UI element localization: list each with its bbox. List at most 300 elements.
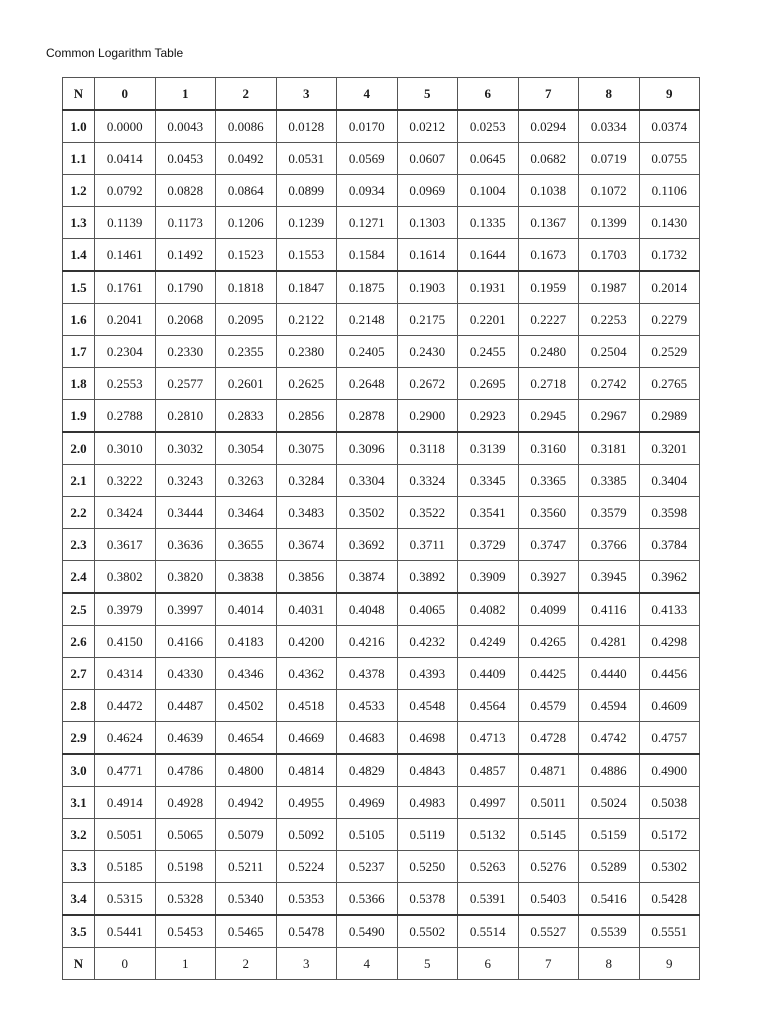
log-value-cell: 0.4742	[579, 722, 640, 755]
log-value-cell: 0.4594	[579, 690, 640, 722]
log-value-cell: 0.5340	[216, 883, 277, 916]
log-value-cell: 0.0170	[337, 110, 398, 143]
table-row	[63, 915, 700, 948]
log-value-cell: 0.4281	[579, 626, 640, 658]
log-value-cell: 0.0682	[518, 143, 579, 175]
row-label-cell: 1.0	[63, 110, 95, 143]
footer-cell: 2	[216, 948, 277, 980]
log-value-cell: 0.3838	[216, 561, 277, 594]
footer-cell: 1	[155, 948, 216, 980]
table-row	[63, 271, 700, 304]
row-label-cell: 2.2	[63, 497, 95, 529]
footer-cell: 8	[579, 948, 640, 980]
log-value-cell: 0.4082	[458, 593, 519, 626]
log-value-cell: 0.5551	[639, 915, 700, 948]
row-label-cell: 3.1	[63, 787, 95, 819]
log-value-cell: 0.0645	[458, 143, 519, 175]
log-value-cell: 0.0128	[276, 110, 337, 143]
log-value-cell: 0.1818	[216, 271, 277, 304]
log-value-cell: 0.2455	[458, 336, 519, 368]
header-cell: 1	[155, 78, 216, 111]
table-row	[63, 626, 700, 658]
log-value-cell: 0.0374	[639, 110, 700, 143]
log-value-cell: 0.5416	[579, 883, 640, 916]
log-value-cell: 0.3304	[337, 465, 398, 497]
row-label-cell: 3.5	[63, 915, 95, 948]
log-value-cell: 0.4814	[276, 754, 337, 787]
log-value-cell: 0.5092	[276, 819, 337, 851]
log-value-cell: 0.2672	[397, 368, 458, 400]
log-value-cell: 0.1367	[518, 207, 579, 239]
log-value-cell: 0.1038	[518, 175, 579, 207]
header-cell: 6	[458, 78, 519, 111]
row-label-cell: 1.1	[63, 143, 95, 175]
log-value-cell: 0.2330	[155, 336, 216, 368]
log-value-cell: 0.4393	[397, 658, 458, 690]
table-row	[63, 336, 700, 368]
log-value-cell: 0.2095	[216, 304, 277, 336]
log-value-cell: 0.2227	[518, 304, 579, 336]
header-cell: 9	[639, 78, 700, 111]
log-value-cell: 0.1239	[276, 207, 337, 239]
footer-cell: 9	[639, 948, 700, 980]
log-value-cell: 0.4771	[95, 754, 156, 787]
log-value-cell: 0.4533	[337, 690, 398, 722]
log-value-cell: 0.3118	[397, 432, 458, 465]
log-value-cell: 0.2480	[518, 336, 579, 368]
header-cell: 5	[397, 78, 458, 111]
log-value-cell: 0.2695	[458, 368, 519, 400]
log-value-cell: 0.5198	[155, 851, 216, 883]
log-value-cell: 0.1987	[579, 271, 640, 304]
log-value-cell: 0.2742	[579, 368, 640, 400]
log-value-cell: 0.0792	[95, 175, 156, 207]
log-value-cell: 0.0492	[216, 143, 277, 175]
log-value-cell: 0.2201	[458, 304, 519, 336]
log-value-cell: 0.1492	[155, 239, 216, 272]
log-value-cell: 0.2014	[639, 271, 700, 304]
log-value-cell: 0.1206	[216, 207, 277, 239]
log-value-cell: 0.5159	[579, 819, 640, 851]
log-value-cell: 0.3979	[95, 593, 156, 626]
log-value-cell: 0.3598	[639, 497, 700, 529]
log-value-cell: 0.4654	[216, 722, 277, 755]
log-value-cell: 0.3483	[276, 497, 337, 529]
log-value-cell: 0.4857	[458, 754, 519, 787]
log-value-cell: 0.1644	[458, 239, 519, 272]
log-value-cell: 0.1399	[579, 207, 640, 239]
log-value-cell: 0.2577	[155, 368, 216, 400]
log-value-cell: 0.3874	[337, 561, 398, 594]
footer-row	[63, 948, 700, 980]
log-value-cell: 0.2945	[518, 400, 579, 433]
log-value-cell: 0.2765	[639, 368, 700, 400]
log-value-cell: 0.3856	[276, 561, 337, 594]
log-value-cell: 0.4669	[276, 722, 337, 755]
log-value-cell: 0.5428	[639, 883, 700, 916]
table-row	[63, 432, 700, 465]
log-value-cell: 0.5378	[397, 883, 458, 916]
log-value-cell: 0.5391	[458, 883, 519, 916]
log-value-cell: 0.4969	[337, 787, 398, 819]
log-value-cell: 0.2504	[579, 336, 640, 368]
log-value-cell: 0.1584	[337, 239, 398, 272]
log-value-cell: 0.4900	[639, 754, 700, 787]
log-value-cell: 0.0969	[397, 175, 458, 207]
table-row	[63, 143, 700, 175]
log-value-cell: 0.5328	[155, 883, 216, 916]
log-value-cell: 0.4914	[95, 787, 156, 819]
log-value-cell: 0.5065	[155, 819, 216, 851]
log-value-cell: 0.5478	[276, 915, 337, 948]
log-value-cell: 0.5185	[95, 851, 156, 883]
log-value-cell: 0.0086	[216, 110, 277, 143]
row-label-cell: 3.2	[63, 819, 95, 851]
log-value-cell: 0.5038	[639, 787, 700, 819]
log-value-cell: 0.4829	[337, 754, 398, 787]
log-value-cell: 0.0719	[579, 143, 640, 175]
log-value-cell: 0.3747	[518, 529, 579, 561]
log-value-cell: 0.2833	[216, 400, 277, 433]
log-value-cell: 0.2648	[337, 368, 398, 400]
log-value-cell: 0.1875	[337, 271, 398, 304]
log-value-cell: 0.3139	[458, 432, 519, 465]
log-value-cell: 0.1430	[639, 207, 700, 239]
table-row	[63, 593, 700, 626]
log-value-cell: 0.1004	[458, 175, 519, 207]
log-value-cell: 0.0294	[518, 110, 579, 143]
log-value-cell: 0.5465	[216, 915, 277, 948]
log-value-cell: 0.5024	[579, 787, 640, 819]
header-cell: 4	[337, 78, 398, 111]
log-value-cell: 0.1523	[216, 239, 277, 272]
log-value-cell: 0.4564	[458, 690, 519, 722]
log-value-cell: 0.4166	[155, 626, 216, 658]
log-value-cell: 0.5276	[518, 851, 579, 883]
log-value-cell: 0.5302	[639, 851, 700, 883]
table-row	[63, 851, 700, 883]
log-value-cell: 0.4456	[639, 658, 700, 690]
row-label-cell: 2.9	[63, 722, 95, 755]
log-value-cell: 0.3655	[216, 529, 277, 561]
header-cell: N	[63, 78, 95, 111]
row-label-cell: 2.8	[63, 690, 95, 722]
log-value-cell: 0.5079	[216, 819, 277, 851]
log-value-cell: 0.5366	[337, 883, 398, 916]
log-value-cell: 0.1335	[458, 207, 519, 239]
log-value-cell: 0.2253	[579, 304, 640, 336]
log-value-cell: 0.0043	[155, 110, 216, 143]
row-label-cell: 1.2	[63, 175, 95, 207]
log-value-cell: 0.5441	[95, 915, 156, 948]
log-value-cell: 0.4639	[155, 722, 216, 755]
row-label-cell: 3.3	[63, 851, 95, 883]
log-value-cell: 0.5250	[397, 851, 458, 883]
logarithm-table	[62, 77, 700, 980]
log-value-cell: 0.3997	[155, 593, 216, 626]
header-cell: 0	[95, 78, 156, 111]
log-value-cell: 0.3579	[579, 497, 640, 529]
log-value-cell: 0.0531	[276, 143, 337, 175]
log-value-cell: 0.2810	[155, 400, 216, 433]
log-value-cell: 0.4472	[95, 690, 156, 722]
log-value-cell: 0.0000	[95, 110, 156, 143]
log-value-cell: 0.3010	[95, 432, 156, 465]
footer-cell: 4	[337, 948, 398, 980]
row-label-cell: 2.1	[63, 465, 95, 497]
row-label-cell: 1.9	[63, 400, 95, 433]
log-value-cell: 0.3464	[216, 497, 277, 529]
log-value-cell: 0.4065	[397, 593, 458, 626]
footer-cell: 7	[518, 948, 579, 980]
log-value-cell: 0.2989	[639, 400, 700, 433]
log-value-cell: 0.2625	[276, 368, 337, 400]
log-value-cell: 0.1703	[579, 239, 640, 272]
table-row	[63, 465, 700, 497]
log-value-cell: 0.4713	[458, 722, 519, 755]
page-title: Common Logarithm Table	[46, 46, 184, 60]
log-value-cell: 0.4997	[458, 787, 519, 819]
log-value-cell: 0.4502	[216, 690, 277, 722]
log-value-cell: 0.4362	[276, 658, 337, 690]
log-value-cell: 0.4548	[397, 690, 458, 722]
log-value-cell: 0.4099	[518, 593, 579, 626]
log-value-cell: 0.5105	[337, 819, 398, 851]
table-row	[63, 722, 700, 755]
log-value-cell: 0.0607	[397, 143, 458, 175]
log-value-cell: 0.3444	[155, 497, 216, 529]
header-cell: 8	[579, 78, 640, 111]
log-value-cell: 0.5315	[95, 883, 156, 916]
log-value-cell: 0.3365	[518, 465, 579, 497]
footer-cell: 0	[95, 948, 156, 980]
log-value-cell: 0.3802	[95, 561, 156, 594]
log-value-cell: 0.5051	[95, 819, 156, 851]
log-value-cell: 0.2279	[639, 304, 700, 336]
log-value-cell: 0.2601	[216, 368, 277, 400]
log-value-cell: 0.4728	[518, 722, 579, 755]
log-value-cell: 0.5263	[458, 851, 519, 883]
log-value-cell: 0.1106	[639, 175, 700, 207]
log-value-cell: 0.4232	[397, 626, 458, 658]
table-row	[63, 304, 700, 336]
table-row	[63, 400, 700, 433]
row-label-cell: 1.6	[63, 304, 95, 336]
log-value-cell: 0.2122	[276, 304, 337, 336]
log-value-cell: 0.3222	[95, 465, 156, 497]
log-value-cell: 0.2041	[95, 304, 156, 336]
log-value-cell: 0.3181	[579, 432, 640, 465]
log-value-cell: 0.0414	[95, 143, 156, 175]
table-row	[63, 754, 700, 787]
log-value-cell: 0.4683	[337, 722, 398, 755]
log-value-cell: 0.1271	[337, 207, 398, 239]
log-value-cell: 0.3201	[639, 432, 700, 465]
log-value-cell: 0.5132	[458, 819, 519, 851]
log-value-cell: 0.3263	[216, 465, 277, 497]
log-value-cell: 0.3636	[155, 529, 216, 561]
footer-cell: 6	[458, 948, 519, 980]
log-value-cell: 0.2923	[458, 400, 519, 433]
log-value-cell: 0.0864	[216, 175, 277, 207]
log-value-cell: 0.4487	[155, 690, 216, 722]
header-row	[63, 78, 700, 111]
footer-cell: 3	[276, 948, 337, 980]
log-value-cell: 0.5453	[155, 915, 216, 948]
table-row	[63, 529, 700, 561]
table-row	[63, 787, 700, 819]
log-value-cell: 0.4518	[276, 690, 337, 722]
table-row	[63, 690, 700, 722]
log-value-cell: 0.4314	[95, 658, 156, 690]
log-value-cell: 0.5224	[276, 851, 337, 883]
log-value-cell: 0.3617	[95, 529, 156, 561]
log-value-cell: 0.3345	[458, 465, 519, 497]
row-label-cell: 2.0	[63, 432, 95, 465]
header-cell: 2	[216, 78, 277, 111]
log-value-cell: 0.0253	[458, 110, 519, 143]
log-value-cell: 0.3541	[458, 497, 519, 529]
log-value-cell: 0.4698	[397, 722, 458, 755]
log-value-cell: 0.2856	[276, 400, 337, 433]
log-value-cell: 0.0453	[155, 143, 216, 175]
row-label-cell: 1.7	[63, 336, 95, 368]
log-value-cell: 0.1553	[276, 239, 337, 272]
footer-cell: 5	[397, 948, 458, 980]
log-value-cell: 0.3909	[458, 561, 519, 594]
log-value-cell: 0.5211	[216, 851, 277, 883]
log-value-cell: 0.1732	[639, 239, 700, 272]
log-value-cell: 0.1303	[397, 207, 458, 239]
log-value-cell: 0.4579	[518, 690, 579, 722]
log-value-cell: 0.4200	[276, 626, 337, 658]
log-value-cell: 0.5490	[337, 915, 398, 948]
log-value-cell: 0.3927	[518, 561, 579, 594]
log-value-cell: 0.4298	[639, 626, 700, 658]
log-value-cell: 0.1903	[397, 271, 458, 304]
log-value-cell: 0.4150	[95, 626, 156, 658]
log-value-cell: 0.4031	[276, 593, 337, 626]
log-value-cell: 0.1761	[95, 271, 156, 304]
log-value-cell: 0.0334	[579, 110, 640, 143]
log-value-cell: 0.4378	[337, 658, 398, 690]
footer-cell: N	[63, 948, 95, 980]
log-value-cell: 0.4624	[95, 722, 156, 755]
log-value-cell: 0.4330	[155, 658, 216, 690]
log-value-cell: 0.3096	[337, 432, 398, 465]
log-value-cell: 0.4609	[639, 690, 700, 722]
log-value-cell: 0.2788	[95, 400, 156, 433]
row-label-cell: 2.3	[63, 529, 95, 561]
log-value-cell: 0.2529	[639, 336, 700, 368]
log-value-cell: 0.3892	[397, 561, 458, 594]
log-value-cell: 0.5172	[639, 819, 700, 851]
log-value-cell: 0.1139	[95, 207, 156, 239]
log-value-cell: 0.5527	[518, 915, 579, 948]
log-value-cell: 0.2718	[518, 368, 579, 400]
log-value-cell: 0.4955	[276, 787, 337, 819]
log-value-cell: 0.4928	[155, 787, 216, 819]
row-label-cell: 2.4	[63, 561, 95, 594]
log-value-cell: 0.1847	[276, 271, 337, 304]
log-value-cell: 0.3032	[155, 432, 216, 465]
log-value-cell: 0.4871	[518, 754, 579, 787]
table-row	[63, 819, 700, 851]
log-value-cell: 0.2878	[337, 400, 398, 433]
table-row	[63, 110, 700, 143]
log-value-cell: 0.4014	[216, 593, 277, 626]
row-label-cell: 1.5	[63, 271, 95, 304]
log-value-cell: 0.2068	[155, 304, 216, 336]
log-value-cell: 0.3945	[579, 561, 640, 594]
log-value-cell: 0.1461	[95, 239, 156, 272]
log-value-cell: 0.4183	[216, 626, 277, 658]
log-value-cell: 0.2175	[397, 304, 458, 336]
header-cell: 7	[518, 78, 579, 111]
log-value-cell: 0.4757	[639, 722, 700, 755]
row-label-cell: 3.4	[63, 883, 95, 916]
log-value-cell: 0.5289	[579, 851, 640, 883]
log-value-cell: 0.3674	[276, 529, 337, 561]
log-value-cell: 0.3962	[639, 561, 700, 594]
log-value-cell: 0.2148	[337, 304, 398, 336]
log-value-cell: 0.2355	[216, 336, 277, 368]
log-value-cell: 0.4800	[216, 754, 277, 787]
log-value-cell: 0.1959	[518, 271, 579, 304]
log-value-cell: 0.2967	[579, 400, 640, 433]
table-row	[63, 883, 700, 916]
log-value-cell: 0.4983	[397, 787, 458, 819]
log-value-cell: 0.2900	[397, 400, 458, 433]
log-value-cell: 0.4886	[579, 754, 640, 787]
log-value-cell: 0.3054	[216, 432, 277, 465]
log-value-cell: 0.3243	[155, 465, 216, 497]
log-value-cell: 0.4249	[458, 626, 519, 658]
log-value-cell: 0.3502	[337, 497, 398, 529]
log-value-cell: 0.1072	[579, 175, 640, 207]
log-value-cell: 0.3560	[518, 497, 579, 529]
log-value-cell: 0.0569	[337, 143, 398, 175]
log-value-cell: 0.5502	[397, 915, 458, 948]
row-label-cell: 1.4	[63, 239, 95, 272]
log-value-cell: 0.1931	[458, 271, 519, 304]
log-value-cell: 0.4265	[518, 626, 579, 658]
log-value-cell: 0.4409	[458, 658, 519, 690]
log-value-cell: 0.4942	[216, 787, 277, 819]
log-value-cell: 0.5403	[518, 883, 579, 916]
log-value-cell: 0.3160	[518, 432, 579, 465]
table-row	[63, 207, 700, 239]
log-value-cell: 0.2405	[337, 336, 398, 368]
log-value-cell: 0.1614	[397, 239, 458, 272]
log-value-cell: 0.0899	[276, 175, 337, 207]
row-label-cell: 2.7	[63, 658, 95, 690]
table-row	[63, 175, 700, 207]
row-label-cell: 2.5	[63, 593, 95, 626]
log-value-cell: 0.3324	[397, 465, 458, 497]
log-value-cell: 0.5119	[397, 819, 458, 851]
log-value-cell: 0.3729	[458, 529, 519, 561]
log-value-cell: 0.2304	[95, 336, 156, 368]
log-value-cell: 0.3522	[397, 497, 458, 529]
log-value-cell: 0.3711	[397, 529, 458, 561]
log-value-cell: 0.4216	[337, 626, 398, 658]
log-value-cell: 0.3385	[579, 465, 640, 497]
row-label-cell: 1.3	[63, 207, 95, 239]
log-value-cell: 0.0934	[337, 175, 398, 207]
table-row	[63, 368, 700, 400]
log-value-cell: 0.5237	[337, 851, 398, 883]
